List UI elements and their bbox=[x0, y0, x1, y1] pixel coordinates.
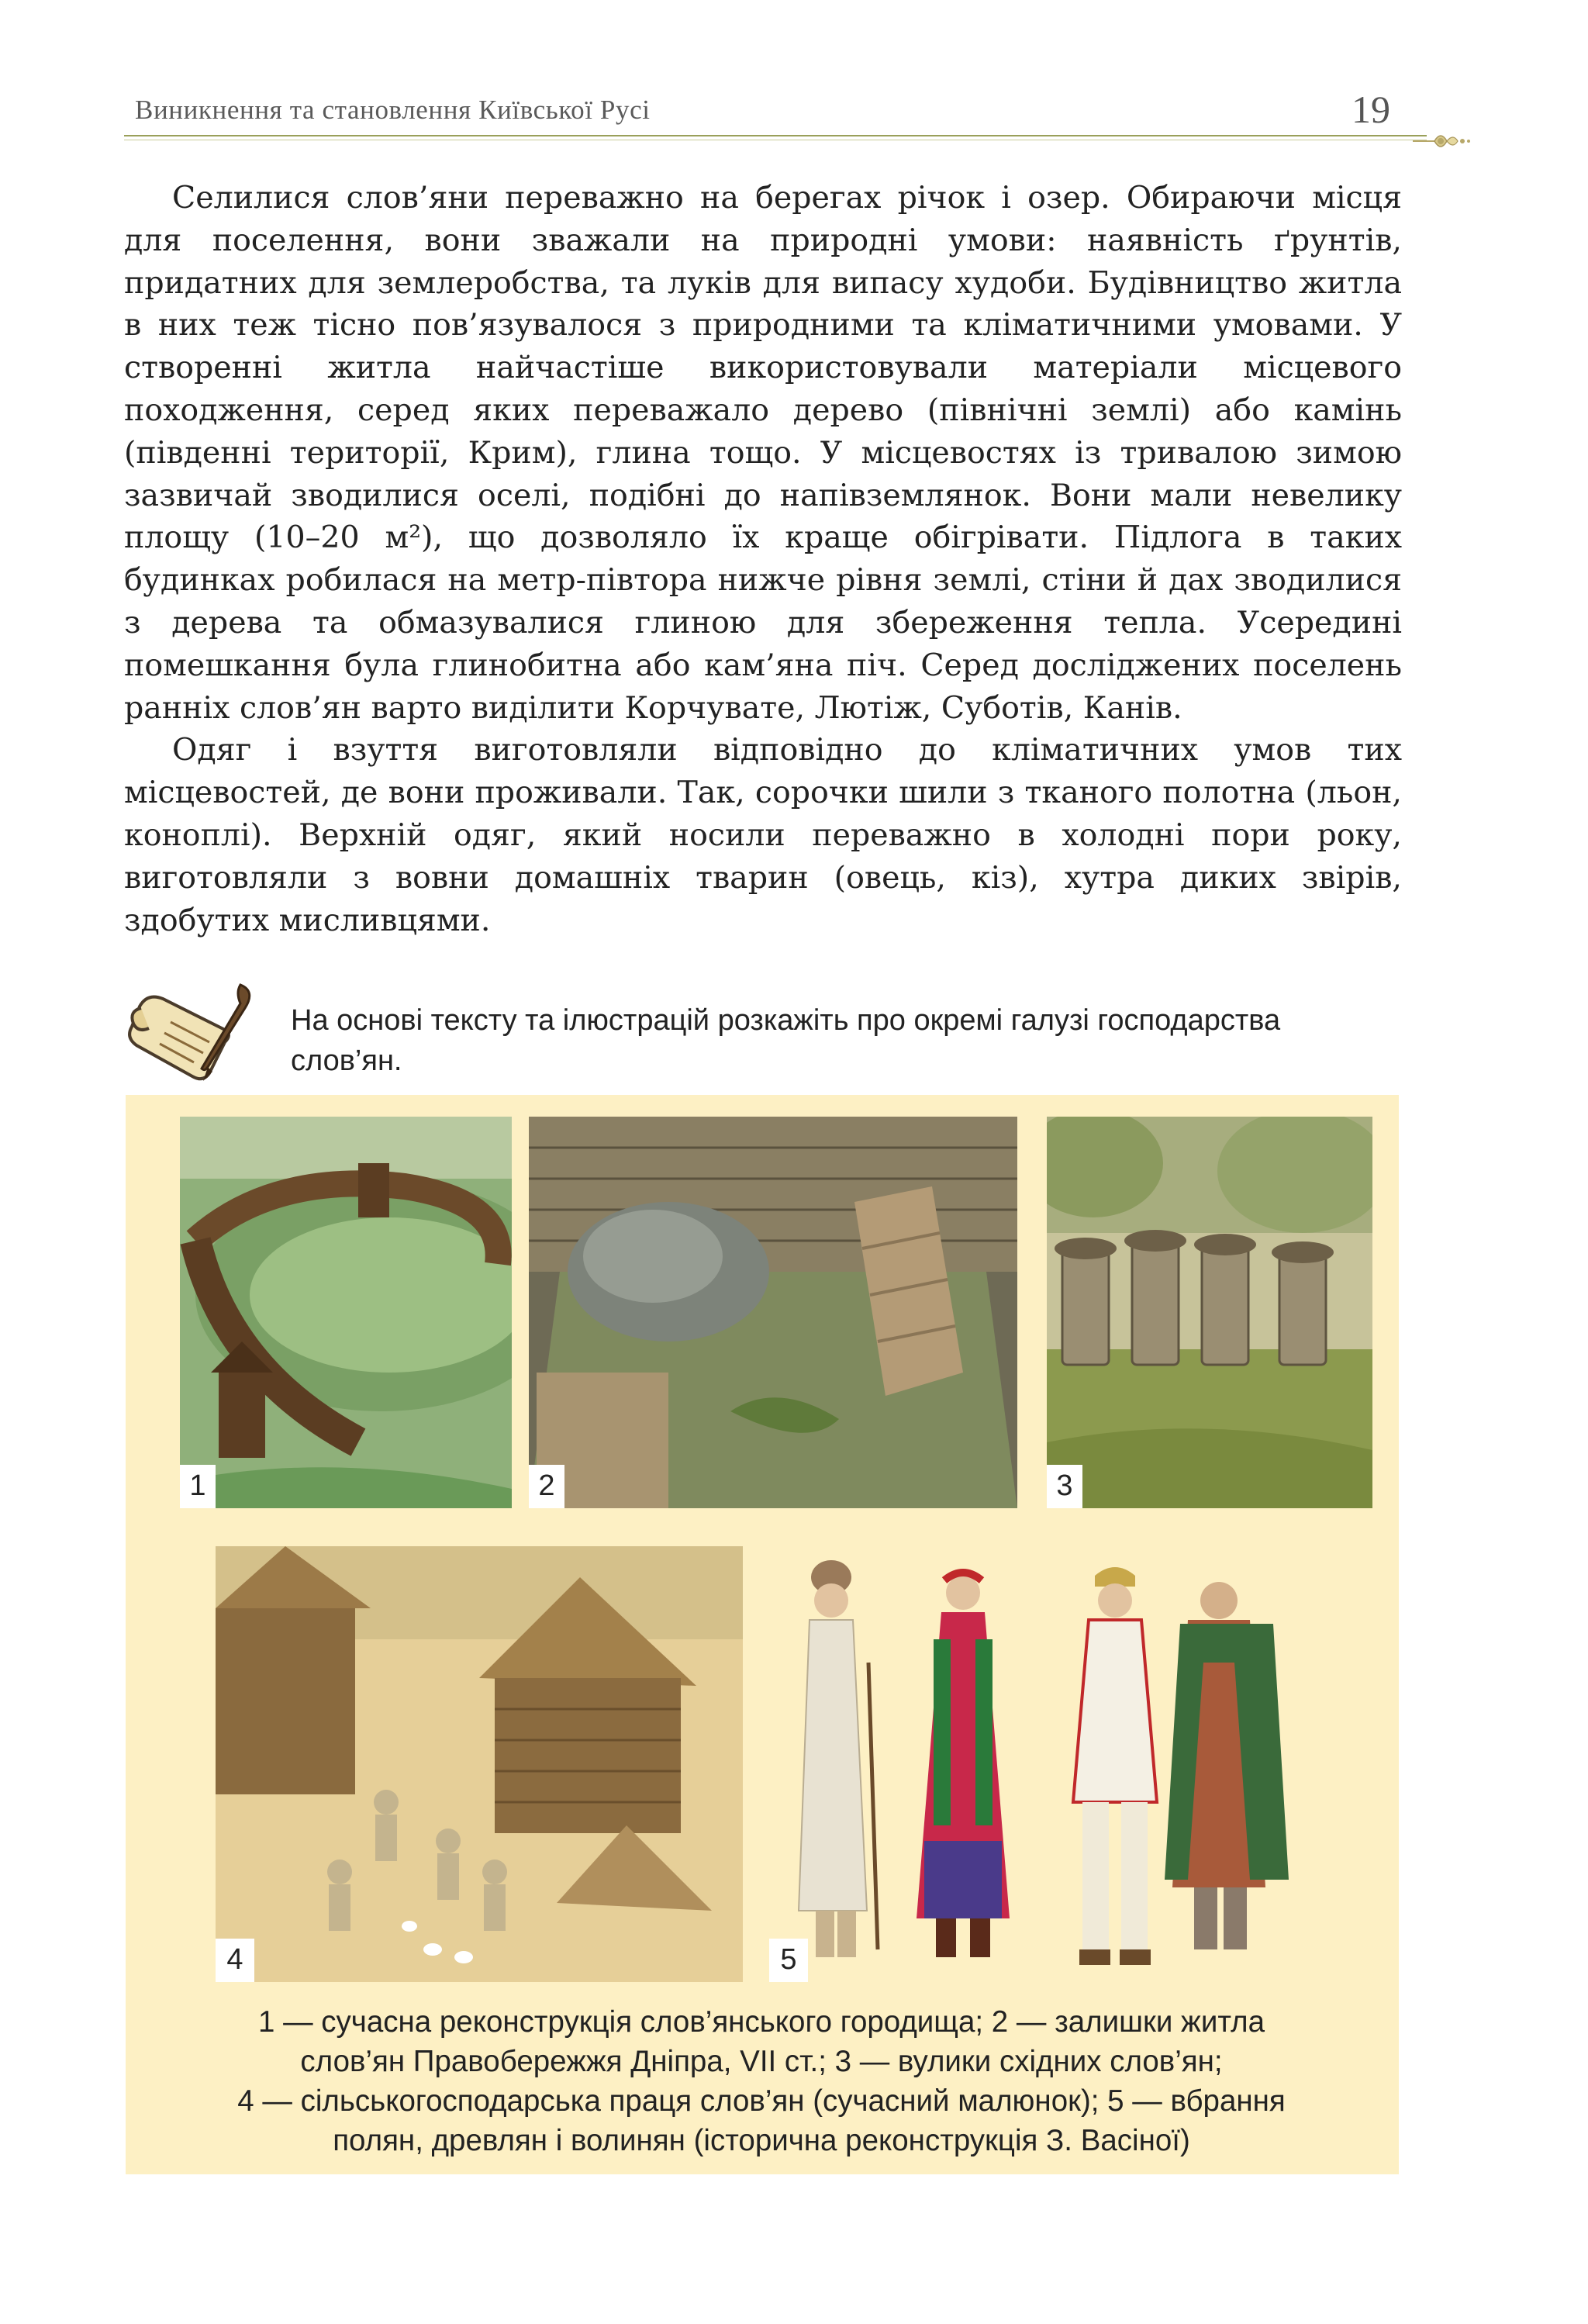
page-number: 19 bbox=[1352, 88, 1390, 131]
figure-label-5: 5 bbox=[769, 1939, 808, 1982]
paragraph-clothing: Одяг і взуття виготовляли відповідно до кліматичних умов тих місцевостей, де вони проживали. Так, сорочки шили з тканого полотна (льон, коноплі). Верхній одяг, який носили переважно в холодні пори року, виготовляли з вовни домашніх тварин (овець, кіз), хутра диких звірів, здобутих мисливцями. bbox=[124, 732, 1402, 938]
illustration-panel bbox=[126, 1095, 1399, 2174]
header-rule bbox=[124, 135, 1427, 136]
caption-line: 1 — сучасна реконструкція слов’янського городища; 2 — залишки житла bbox=[258, 2005, 1265, 2039]
header-ornament-icon bbox=[1411, 118, 1473, 157]
paragraph-settlements: Селилися слов’яни переважно на берегах річок і озер. Обираючи місця для поселення, вони зважали на природні умови: наявність ґрунтів, придатних для землеробства, та луків для випасу худоби. Будівництво житла в них теж тісно пов’язувалося з природними та кліматичними умовами. У створенні житла найчастіше використовували матеріали місцевого походження, серед яких переважало дерево (північні землі) або камінь (південні території, Крим), глина тощо. У місцевостях із тривалою зимою зазвичай зводилися оселі, подібні до напівземлянок. Вони мали невелику площу (10–20 м²), що дозволяло їх краще обігрівати. Підлога в таких будинках робилася на метр-півтора нижче рівня землі, стіни й дах зводилися з дерева та обмазувалися глиною для збереження тепла. Усередині помешкання була глинобитна або кам’яна піч. Серед досліджених поселень ранніх слов’ян варто виділити Корчувате, Лютіж, Суботів, Канів. bbox=[124, 180, 1402, 726]
photo-beehives bbox=[1047, 1117, 1372, 1508]
figure-label-3: 3 bbox=[1047, 1465, 1082, 1508]
running-header bbox=[124, 87, 1450, 149]
header-title: Виникнення та становлення Київської Русі bbox=[135, 95, 651, 125]
photo-hillfort-reconstruction bbox=[180, 1117, 512, 1508]
scroll-and-quill-icon bbox=[124, 976, 268, 1088]
figure-label-1: 1 bbox=[180, 1465, 216, 1508]
figure-label-2: 2 bbox=[529, 1465, 564, 1508]
figure-caption bbox=[157, 2002, 1366, 2160]
figure-label-4: 4 bbox=[216, 1939, 254, 1982]
task-instruction: На основі тексту та ілюстрацій розкажіть про окремі галузі господарства слов’ян. bbox=[291, 1004, 1281, 1077]
main-text bbox=[124, 177, 1402, 941]
illustration-agricultural-work bbox=[216, 1546, 743, 1982]
caption-line: слов’ян Правобережжя Дніпра, VII ст.; 3 — вулики східних слов’ян; bbox=[300, 2045, 1223, 2078]
illustration-folk-costumes bbox=[769, 1546, 1366, 1982]
caption-line: 4 — сільськогосподарська праця слов’ян (сучасний малюнок); 5 — вбрання bbox=[237, 2084, 1286, 2118]
caption-line: полян, древлян і волинян (історична реконструкція З. Васіної) bbox=[333, 2124, 1190, 2157]
photo-dwelling-remains bbox=[529, 1117, 1017, 1508]
